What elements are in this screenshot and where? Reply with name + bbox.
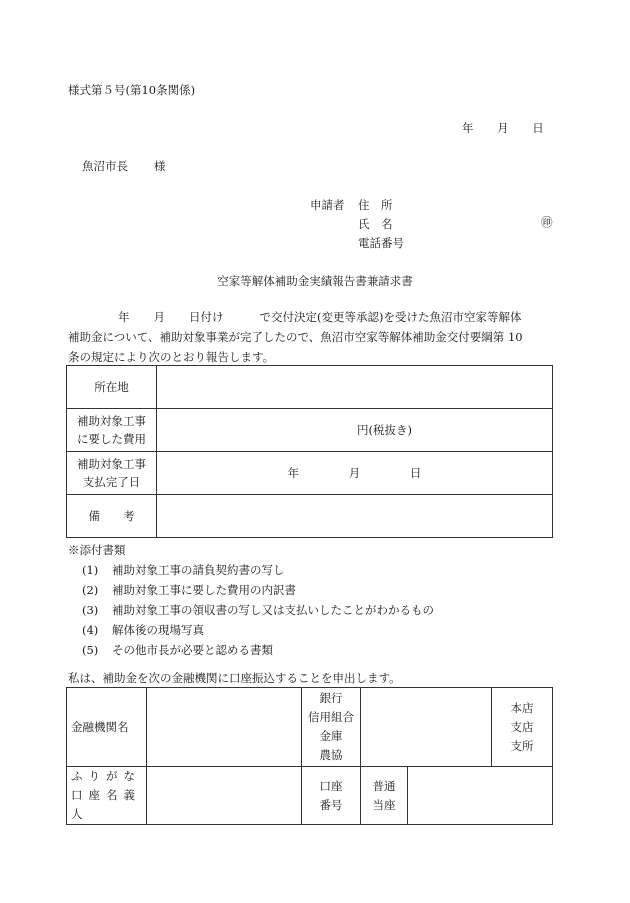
location-field[interactable]	[157, 366, 553, 409]
seal-icon: ㊞	[541, 215, 553, 229]
branch-main: 本店	[510, 700, 534, 715]
attachments	[68, 540, 434, 660]
account-label-line2: 番号	[319, 797, 343, 812]
account-label-line1: 口座	[319, 778, 343, 793]
addressee	[82, 158, 166, 174]
holder-name-label: 口座名義人	[71, 788, 141, 821]
attachment-item: (4) 解体後の現場写真	[82, 623, 204, 637]
type-bank: 銀行	[319, 691, 343, 705]
cost-label-line2: に要した費用	[77, 432, 146, 446]
remarks-field[interactable]	[157, 495, 553, 538]
branch-type	[492, 688, 553, 767]
cost-label	[67, 409, 157, 452]
remarks-label: 備 考	[67, 495, 157, 538]
account-number-field[interactable]	[408, 767, 553, 825]
completion-field[interactable]: 年 月 日	[157, 452, 553, 495]
address-label: 住 所	[358, 198, 393, 212]
attachments-heading: ※添付書類	[68, 543, 126, 557]
document-title: 空家等解体補助金実績報告書兼請求書	[217, 274, 413, 288]
holder-field[interactable]	[147, 767, 302, 825]
phone-label: 電話番号	[358, 236, 404, 250]
completion-label-line2: 支払完了日	[82, 475, 141, 489]
institution-type	[302, 688, 361, 767]
cost-label-line1: 補助対象工事	[77, 414, 146, 428]
type-shinkin: 金庫	[319, 729, 343, 743]
form-number: 様式第５号(第10条関係)	[68, 83, 196, 97]
addressee-name: 魚沼市長	[82, 159, 128, 173]
account-label	[302, 767, 361, 825]
branch-office: 支所	[510, 738, 534, 753]
institution-label: 金融機関名	[67, 688, 147, 767]
body-line3: 条の規定により次のとおり報告します。	[68, 350, 275, 364]
branch-field[interactable]	[361, 688, 492, 767]
type-credit-union: 信用組合	[308, 710, 354, 724]
name-label: 氏 名	[358, 217, 393, 231]
location-label: 所在地	[67, 366, 157, 409]
body-year: 年	[118, 310, 130, 324]
honorific: 様	[154, 159, 166, 173]
account-type-checking: 当座	[372, 797, 396, 812]
date-line: 年 月 日	[462, 121, 544, 135]
type-ja: 農協	[319, 748, 343, 762]
body-line2: 補助金について、補助対象事業が完了したので、魚沼市空家等解体補助金交付要綱第 10	[68, 330, 523, 344]
account-type	[361, 767, 408, 825]
attachment-item: (2) 補助対象工事に要した費用の内訳書	[82, 583, 296, 597]
furigana-label: ふりがな	[71, 769, 141, 783]
report-table	[66, 365, 553, 538]
branch-branch: 支店	[510, 719, 534, 734]
bank-declaration: 私は、補助金を次の金融機関に口座振込することを申出します。	[68, 671, 401, 685]
body-month: 月	[153, 310, 165, 324]
attachment-item: (5) その他市長が必要と認める書類	[82, 643, 273, 657]
body-text	[68, 307, 554, 367]
completion-label	[67, 452, 157, 495]
applicant-block	[310, 196, 404, 253]
bank-table	[66, 687, 553, 825]
institution-field[interactable]	[147, 688, 302, 767]
body-line1-rest: で交付決定(変更等承認)を受けた魚沼市空家等解体	[259, 310, 522, 324]
attachment-item: (3) 補助対象工事の領収書の写し又は支払いしたことがわかるもの	[82, 603, 434, 617]
completion-label-line1: 補助対象工事	[77, 457, 146, 471]
attachment-item: (1) 補助対象工事の請負契約書の写し	[82, 563, 285, 577]
applicant-label: 申請者	[310, 198, 345, 212]
account-type-ordinary: 普通	[372, 778, 396, 793]
holder-label	[67, 767, 147, 825]
cost-unit: 円(税抜き)	[357, 423, 412, 437]
cost-field[interactable]	[157, 409, 553, 452]
body-day: 日付け	[189, 310, 224, 324]
